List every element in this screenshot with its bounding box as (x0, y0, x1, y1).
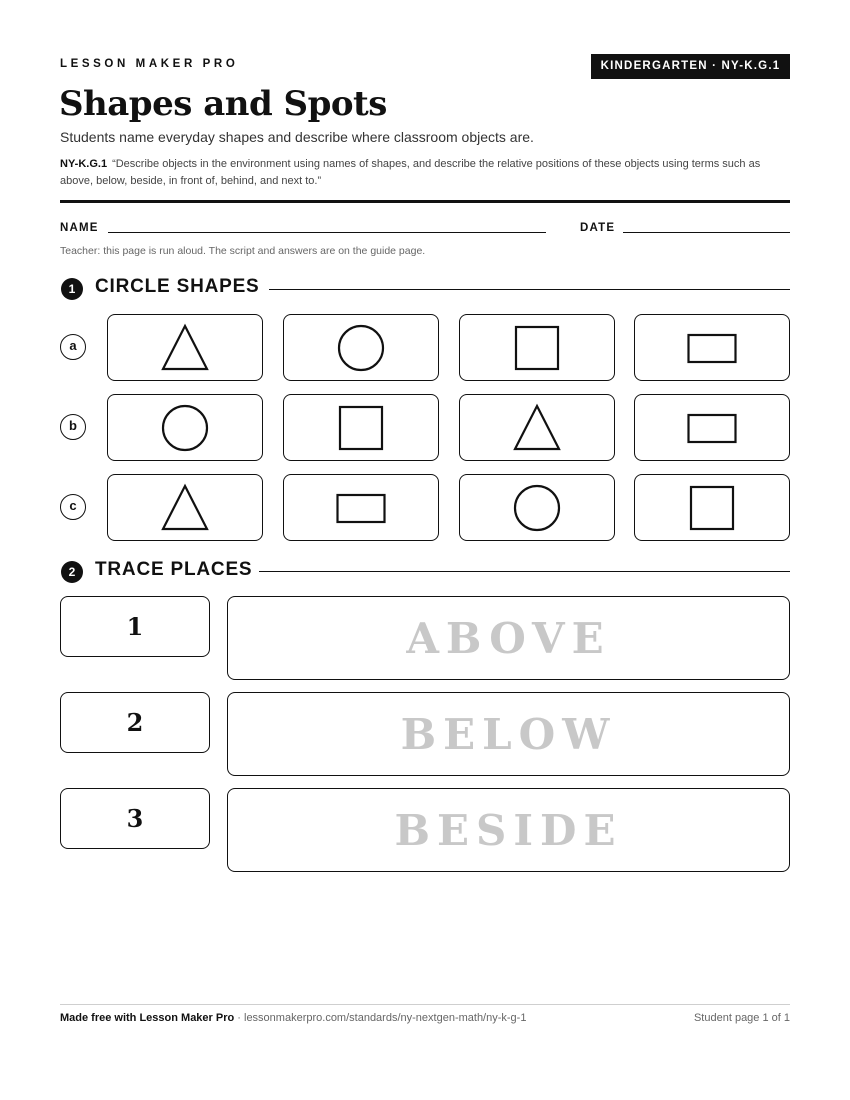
triangle-shape (515, 406, 559, 449)
circle-icon (507, 483, 567, 533)
date-label: DATE (580, 222, 616, 234)
circle-shape (515, 486, 559, 530)
section-1-title: CIRCLE SHAPES (95, 276, 260, 297)
name-field[interactable] (108, 232, 546, 233)
header-divider (60, 200, 790, 203)
footer-separator: · (234, 1012, 244, 1024)
trace-word: ABOVE (406, 613, 611, 663)
shape-card-c-square[interactable] (634, 474, 790, 541)
shape-card-a-circle[interactable] (283, 314, 439, 381)
circle-shape (339, 326, 383, 370)
shape-card-a-square[interactable] (459, 314, 615, 381)
shape-card-b-triangle[interactable] (459, 394, 615, 461)
square-icon (331, 403, 391, 453)
grade-badge: KINDERGARTEN · NY-K.G.1 (591, 54, 790, 79)
rectangle-shape (689, 415, 736, 442)
shape-card-b-square[interactable] (283, 394, 439, 461)
rectangle-icon (331, 483, 391, 533)
rectangle-shape (338, 495, 385, 522)
trace-number: 3 (126, 804, 144, 833)
rectangle-shape (689, 335, 736, 362)
square-icon (507, 323, 567, 373)
trace-number: 1 (126, 612, 144, 641)
standard-code: NY-K.G.1 (60, 158, 108, 170)
footer-url[interactable]: lessonmakerpro.com/standards/ny-nextgen-math/ny-k-g-1 (244, 1012, 527, 1024)
footer-made-with: Made free with Lesson Maker Pro (60, 1012, 235, 1024)
rectangle-icon (682, 403, 742, 453)
triangle-icon (155, 483, 215, 533)
trace-number-box (60, 788, 210, 849)
triangle-icon (507, 403, 567, 453)
shape-card-c-circle[interactable] (459, 474, 615, 541)
page-subtitle: Students name everyday shapes and describe where classroom objects are. (60, 129, 534, 145)
section-2-number: 2 (61, 561, 83, 583)
footer-page-label: Student page 1 of 1 (693, 1012, 790, 1024)
square-shape (516, 327, 558, 369)
section-1-rule (269, 289, 790, 290)
date-field[interactable] (623, 232, 790, 233)
circle-icon (155, 403, 215, 453)
standard-text: “Describe objects in the environment using names of shapes, and describe the relative positions of these objects using terms such as above, below, beside, in front of, behind, and next to.” (60, 158, 761, 187)
shape-card-a-triangle[interactable] (107, 314, 263, 381)
trace-word-box[interactable] (227, 788, 790, 872)
standard-description (60, 156, 795, 190)
trace-number-box (60, 596, 210, 657)
section-2-rule (259, 571, 790, 572)
row-label-a: a (60, 334, 86, 360)
triangle-icon (155, 323, 215, 373)
row-label-c: c (60, 494, 86, 520)
square-icon (682, 483, 742, 533)
trace-number: 2 (126, 708, 144, 737)
shape-card-b-circle[interactable] (107, 394, 263, 461)
page-title: Shapes and Spots (59, 84, 387, 124)
trace-number-box (60, 692, 210, 753)
trace-word-box[interactable] (227, 692, 790, 776)
square-shape (691, 487, 733, 529)
section-2-title: TRACE PLACES (95, 559, 253, 580)
triangle-shape (163, 486, 207, 529)
shape-card-c-rectangle[interactable] (283, 474, 439, 541)
triangle-shape (163, 326, 207, 369)
rectangle-icon (682, 323, 742, 373)
circle-icon (331, 323, 391, 373)
name-label: NAME (60, 222, 99, 234)
trace-word-box[interactable] (227, 596, 790, 680)
section-1-number: 1 (61, 278, 83, 300)
trace-word: BESIDE (394, 805, 623, 855)
circle-shape (163, 406, 207, 450)
shape-card-c-triangle[interactable] (107, 474, 263, 541)
footer-credit (60, 1012, 526, 1024)
brand-name: LESSON MAKER PRO (60, 58, 239, 70)
trace-word: BELOW (400, 709, 617, 759)
row-label-b: b (60, 414, 86, 440)
square-shape (340, 407, 382, 449)
shape-card-b-rectangle[interactable] (634, 394, 790, 461)
footer-divider (60, 1004, 790, 1005)
shape-card-a-rectangle[interactable] (634, 314, 790, 381)
teacher-note: Teacher: this page is run aloud. The script and answers are on the guide page. (60, 245, 426, 257)
